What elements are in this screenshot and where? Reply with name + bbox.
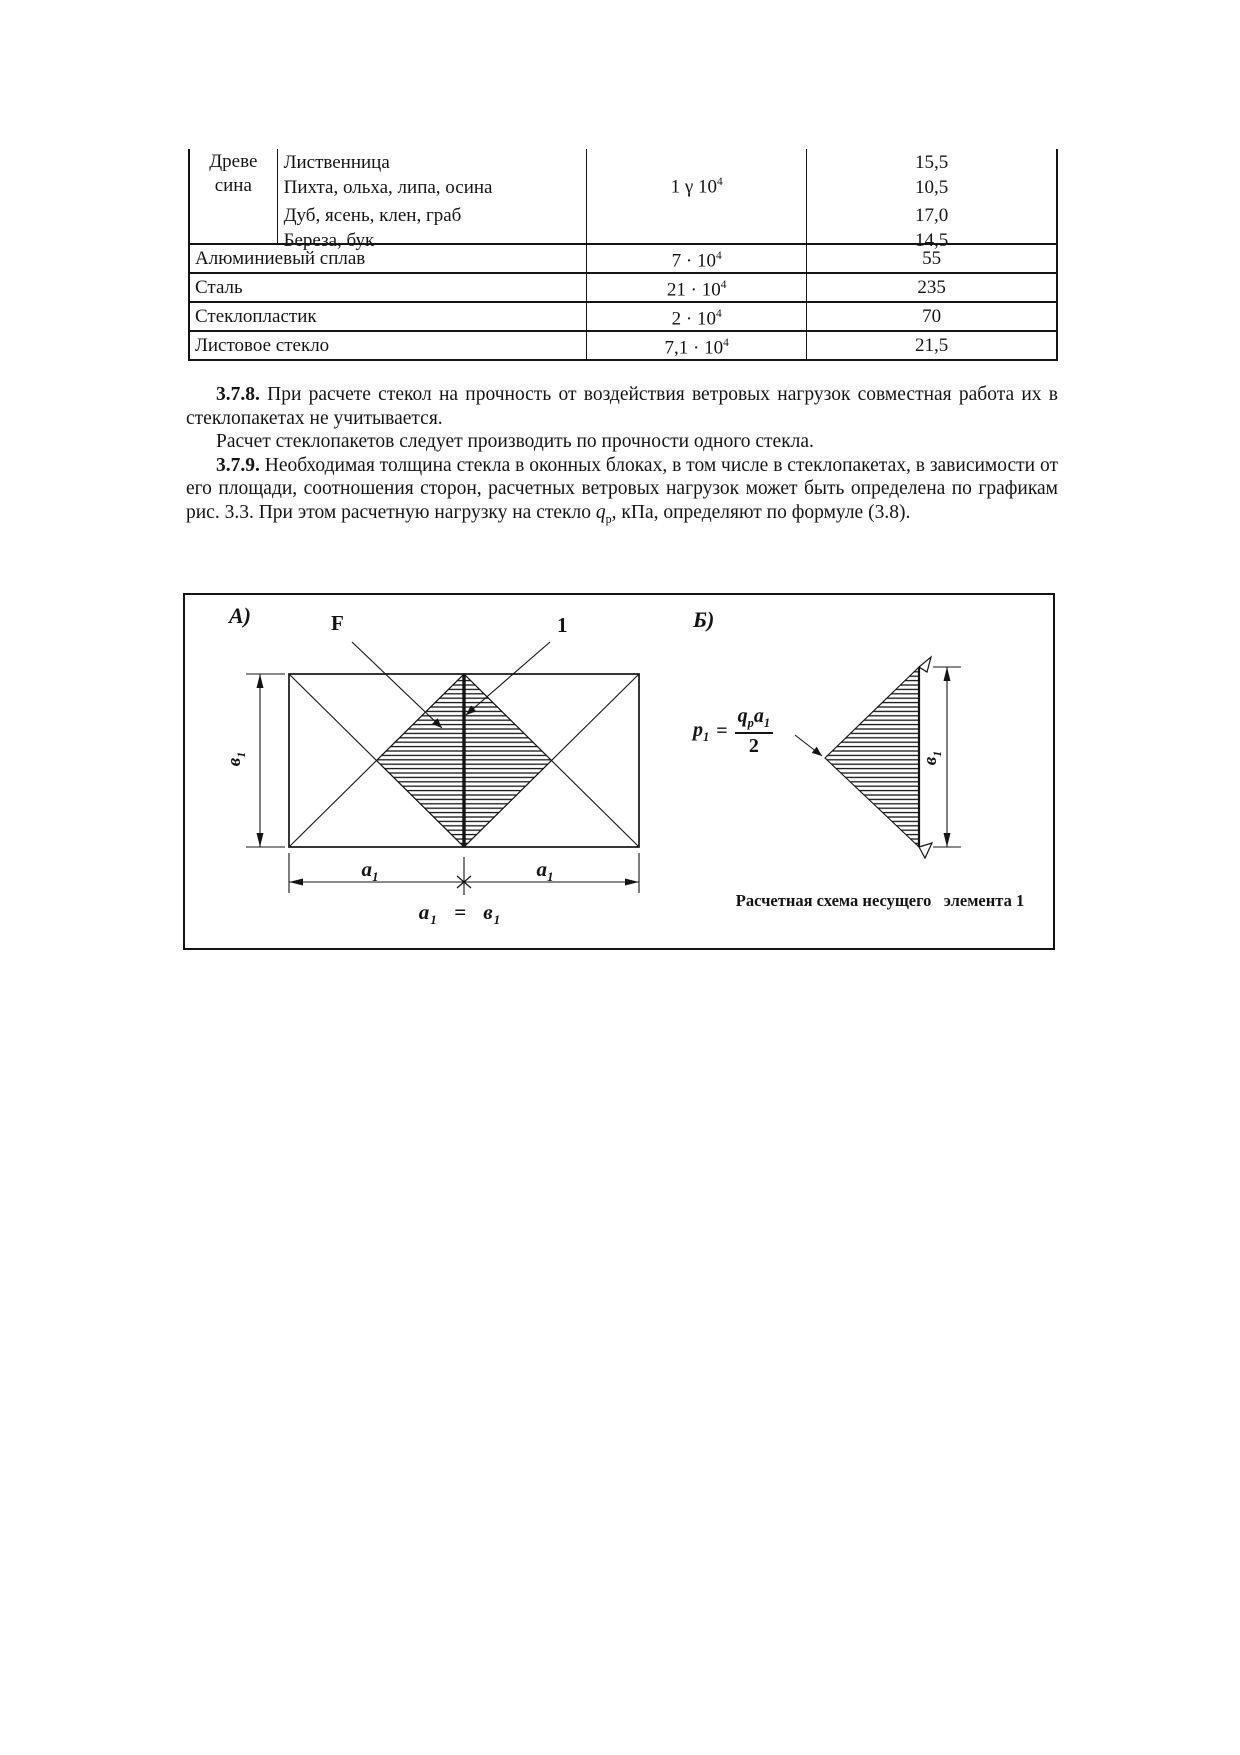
species-line: Береза, бук bbox=[283, 230, 375, 251]
modulus-cell bbox=[586, 243, 806, 274]
dim-subscript: 1 bbox=[546, 869, 554, 885]
formula-lhs bbox=[693, 719, 709, 745]
figure-caption: Расчетная схема несущего элемента 1 bbox=[735, 891, 1025, 910]
paragraph-plain bbox=[186, 430, 1058, 454]
dim-label-a1-right bbox=[510, 857, 580, 885]
dim-label-b1-right bbox=[920, 736, 942, 780]
modulus-value: 7,1 · 10 bbox=[664, 337, 724, 359]
modulus-cell bbox=[586, 330, 806, 361]
formula-p: p bbox=[693, 718, 703, 741]
table-row bbox=[190, 274, 1056, 303]
formula-a-sub: 1 bbox=[763, 716, 771, 730]
force-label-f: F bbox=[331, 611, 344, 635]
dim-subscript: 1 bbox=[234, 751, 248, 758]
eq-lhs: a bbox=[418, 900, 431, 924]
material-name: Сталь bbox=[195, 276, 243, 298]
strength-value: 235 bbox=[806, 274, 1056, 301]
pane-plan-diagram bbox=[246, 642, 639, 895]
modulus-value: 2 · 10 bbox=[671, 308, 716, 330]
support-mark-top bbox=[919, 657, 931, 672]
wood-group-line2: сина bbox=[214, 175, 252, 196]
modulus-cell bbox=[586, 272, 806, 303]
material-name: Стеклопластик bbox=[195, 305, 317, 327]
figure-3-3-scheme bbox=[183, 593, 1055, 950]
symbol-q: q bbox=[595, 501, 606, 523]
dim-letter: в bbox=[920, 756, 941, 766]
hatched-load-triangle bbox=[825, 667, 919, 847]
formula-equals: = bbox=[716, 720, 728, 742]
strength-value: 70 bbox=[806, 303, 1056, 330]
strength-value: 55 bbox=[806, 245, 1056, 272]
strength-value: 14,5 bbox=[914, 230, 949, 251]
clause-text: Необходимая толщина стекла в оконных блоках, в том числе в стеклопакетах, в зависимости от его площади, соотношения сторон, расчетных ветровых нагрузок может быть определена по графикам рис. 3.3. При этом расчетную нагрузку на стекло bbox=[186, 454, 1058, 523]
modulus-value: 7 · 10 bbox=[671, 250, 716, 272]
modulus-exponent: 4 bbox=[715, 249, 722, 262]
wood-species-cell bbox=[278, 149, 587, 251]
dim-letter: a bbox=[361, 857, 372, 881]
formula-fraction bbox=[735, 705, 773, 758]
formula-numerator bbox=[735, 705, 773, 734]
dim-subscript: 1 bbox=[930, 750, 944, 757]
strength-value: 10,5 bbox=[914, 177, 949, 198]
formula-a: a bbox=[753, 705, 764, 727]
eq-rhs-sub: 1 bbox=[493, 912, 502, 928]
dimension-height-left bbox=[246, 674, 285, 847]
paragraph-3-7-9 bbox=[186, 454, 1058, 531]
strength-value: 17,0 bbox=[914, 205, 949, 226]
formula-p-sub: 1 bbox=[703, 729, 710, 744]
modulus-exponent: 4 bbox=[720, 278, 727, 291]
table-row-wood bbox=[190, 149, 1056, 251]
clause-number: 3.7.9. bbox=[216, 454, 260, 476]
dim-letter: в bbox=[224, 757, 245, 767]
dim-label-b1-left bbox=[224, 737, 246, 781]
table-row bbox=[190, 332, 1056, 361]
strength-value: 21,5 bbox=[806, 332, 1056, 359]
modulus-exponent: 4 bbox=[717, 176, 723, 188]
panel-label-b: Б) bbox=[693, 607, 715, 632]
load-formula-p1 bbox=[693, 705, 773, 758]
modulus-cell bbox=[586, 301, 806, 332]
eq-sign: = bbox=[454, 900, 468, 924]
formula-q: q bbox=[737, 705, 748, 727]
dim-label-a1-left bbox=[335, 857, 405, 885]
species-line: Пихта, ольха, липа, осина bbox=[283, 177, 493, 198]
dim-subscript: 1 bbox=[371, 869, 379, 885]
table-row bbox=[190, 245, 1056, 274]
clause-text: , кПа, определяют по формуле (3.8). bbox=[611, 501, 911, 523]
eq-lhs-sub: 1 bbox=[430, 912, 438, 928]
eq-rhs: в bbox=[483, 900, 494, 924]
wood-values-cell bbox=[806, 149, 1056, 251]
table-row bbox=[190, 303, 1056, 332]
material-name: Алюминиевый сплав bbox=[195, 247, 366, 269]
modulus-exponent: 4 bbox=[723, 336, 729, 349]
modulus-exponent: 4 bbox=[715, 307, 722, 320]
strength-value: 15,5 bbox=[914, 152, 949, 173]
element-label-1: 1 bbox=[557, 613, 568, 637]
formula-q-sub: р bbox=[747, 716, 754, 730]
body-text bbox=[186, 383, 1058, 531]
species-line: Лиственница bbox=[283, 152, 390, 173]
clause-text: При расчете стекол на прочность от воздействия ветровых нагрузок совместная работа их в стеклопакетах не учитывается. bbox=[186, 384, 1058, 429]
dim-letter: a bbox=[536, 857, 547, 881]
formula-denominator: 2 bbox=[748, 735, 759, 757]
wood-group-line1: Древе bbox=[209, 151, 258, 172]
equation-a1-equals-b1 bbox=[360, 900, 560, 928]
support-mark-bottom bbox=[919, 843, 932, 858]
materials-table bbox=[188, 149, 1058, 361]
modulus-value: 21 · 10 bbox=[666, 279, 721, 301]
panel-label-a: А) bbox=[229, 603, 251, 628]
clause-text: Расчет стеклопакетов следует производить по прочности одного стекла. bbox=[216, 431, 814, 452]
species-line: Дуб, ясень, клен, граб bbox=[283, 205, 462, 226]
wood-modulus-cell bbox=[586, 149, 806, 243]
wood-group-cell bbox=[190, 149, 278, 243]
clause-number: 3.7.8. bbox=[216, 384, 260, 405]
modulus-value: 1 γ 10 bbox=[670, 176, 718, 198]
symbol-q-subscript: р bbox=[605, 511, 612, 526]
paragraph-3-7-8 bbox=[186, 383, 1058, 430]
material-name: Листовое стекло bbox=[195, 334, 330, 356]
